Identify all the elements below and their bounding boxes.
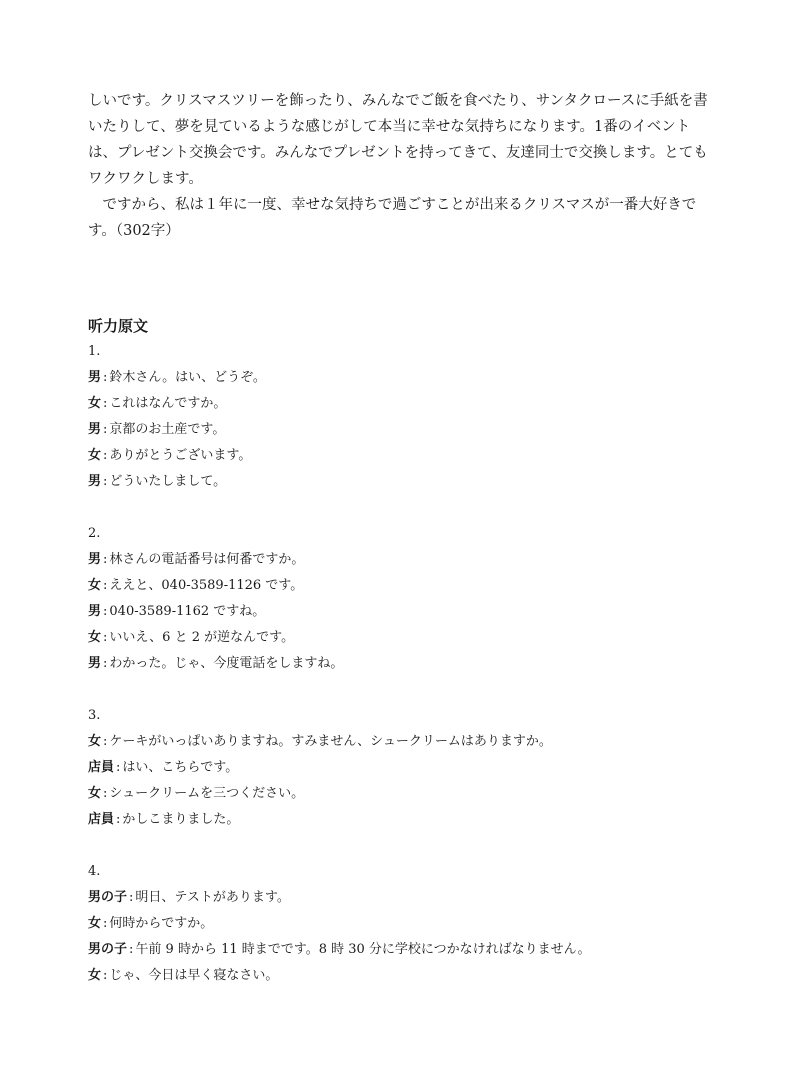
dialogue: [88, 339, 728, 495]
line-text: シュークリームを三つください。: [109, 786, 305, 801]
transcript-section: [88, 313, 728, 1015]
speaker-separator: :: [129, 942, 134, 957]
dialogue-line: [88, 391, 728, 417]
dialogue-line: [88, 417, 728, 443]
dialogue-line: [88, 573, 728, 599]
speaker-separator: :: [103, 448, 108, 463]
line-text: 040-3589-1162 ですね。: [109, 604, 266, 619]
essay-paragraph: しいです。クリスマスツリーを飾ったり、みんなでご飯を食べたり、サンタクロースに手紙を書いたりして、夢を見ているような感じがして本当に幸せな気持ちになります。1番のイベントは、プレゼント交換会です。みんなでプレゼントを持ってきて、友達同士で交換します。とてもワクワクします。: [88, 93, 708, 187]
dialogue-line: [88, 625, 728, 651]
speaker-separator: :: [103, 552, 108, 567]
dialogue-line: [88, 963, 728, 989]
line-text: じゃ、今日は早く寝なさい。: [109, 968, 279, 983]
speaker-separator: :: [103, 396, 108, 411]
dialogue-number: 1.: [88, 344, 101, 359]
speaker-label: 男: [88, 370, 102, 385]
line-text: 午前 9 時から 11 時までです。8 時 30 分に学校につかなければなりません。: [135, 942, 591, 957]
speaker-separator: :: [103, 604, 108, 619]
speaker-label: 女: [88, 448, 102, 463]
speaker-label: 女: [88, 968, 102, 983]
speaker-label: 女: [88, 734, 102, 749]
speaker-separator: :: [103, 968, 108, 983]
dialogue-line: [88, 885, 728, 911]
speaker-separator: :: [103, 370, 108, 385]
line-text: どういたしまして。: [109, 474, 227, 489]
dialogue-line: [88, 651, 728, 677]
speaker-label: 女: [88, 786, 102, 801]
dialogue-line: [88, 443, 728, 469]
speaker-label: 女: [88, 916, 102, 931]
line-text: 明日、テストがあります。: [135, 890, 290, 905]
speaker-label: 女: [88, 578, 102, 593]
speaker-label: 女: [88, 630, 102, 645]
speaker-separator: :: [103, 474, 108, 489]
line-text: ええと、040-3589-1126 です。: [109, 578, 304, 593]
dialogue-line: [88, 547, 728, 573]
speaker-label: 男: [88, 656, 102, 671]
dialogue-number: 4.: [88, 864, 101, 879]
dialogue: [88, 521, 728, 677]
speaker-separator: :: [103, 916, 108, 931]
line-text: わかった。じゃ、今度電話をしますね。: [109, 656, 344, 671]
line-text: 鈴木さん。はい、どうぞ。: [109, 370, 266, 385]
line-text: ありがとうございます。: [109, 448, 252, 463]
dialogue-line: [88, 599, 728, 625]
dialogue-number: 3.: [88, 708, 101, 723]
speaker-separator: :: [103, 786, 108, 801]
speaker-label: 男の子: [88, 942, 128, 957]
line-text: 京都のお土産です。: [109, 422, 226, 437]
line-text: はい、こちらです。: [122, 760, 239, 775]
speaker-label: 男: [88, 604, 102, 619]
speaker-separator: :: [116, 760, 121, 775]
dialogue-number: 2.: [88, 526, 101, 541]
speaker-separator: :: [129, 890, 134, 905]
speaker-separator: :: [103, 656, 108, 671]
speaker-label: 男: [88, 422, 102, 437]
dialogue: [88, 703, 728, 833]
dialogue-line: [88, 781, 728, 807]
line-text: これはなんですか。: [109, 396, 227, 411]
speaker-label: 男: [88, 474, 102, 489]
speaker-separator: :: [116, 812, 121, 827]
transcript-title: 听力原文: [88, 317, 149, 335]
dialogue: [88, 859, 728, 989]
dialogue-line: [88, 911, 728, 937]
dialogue-line: [88, 937, 728, 963]
essay-section: [88, 88, 718, 244]
dialogue-line: [88, 807, 728, 833]
line-text: ケーキがいっぱいありますね。すみません、シュークリームはありますか。: [109, 734, 552, 749]
speaker-label: 男: [88, 552, 102, 567]
line-text: 林さんの電話番号は何番ですか。: [109, 552, 305, 567]
line-text: 何時からですか。: [109, 916, 214, 931]
speaker-separator: :: [103, 734, 108, 749]
speaker-label: 女: [88, 396, 102, 411]
essay-paragraph: ですから、私は１年に一度、幸せな気持ちで過ごすことが出来るクリスマスが一番大好きです。（302字）: [88, 197, 697, 239]
dialogue-line: [88, 729, 728, 755]
speaker-separator: :: [103, 630, 108, 645]
speaker-separator: :: [103, 422, 108, 437]
dialogue-line: [88, 365, 728, 391]
speaker-label: 店員: [88, 760, 115, 775]
dialogue-line: [88, 755, 728, 781]
line-text: かしこまりました。: [122, 812, 240, 827]
speaker-label: 店員: [88, 812, 115, 827]
line-text: いいえ、6 と 2 が逆なんです。: [109, 630, 295, 645]
speaker-separator: :: [103, 578, 108, 593]
dialogue-line: [88, 469, 728, 495]
speaker-label: 男の子: [88, 890, 128, 905]
